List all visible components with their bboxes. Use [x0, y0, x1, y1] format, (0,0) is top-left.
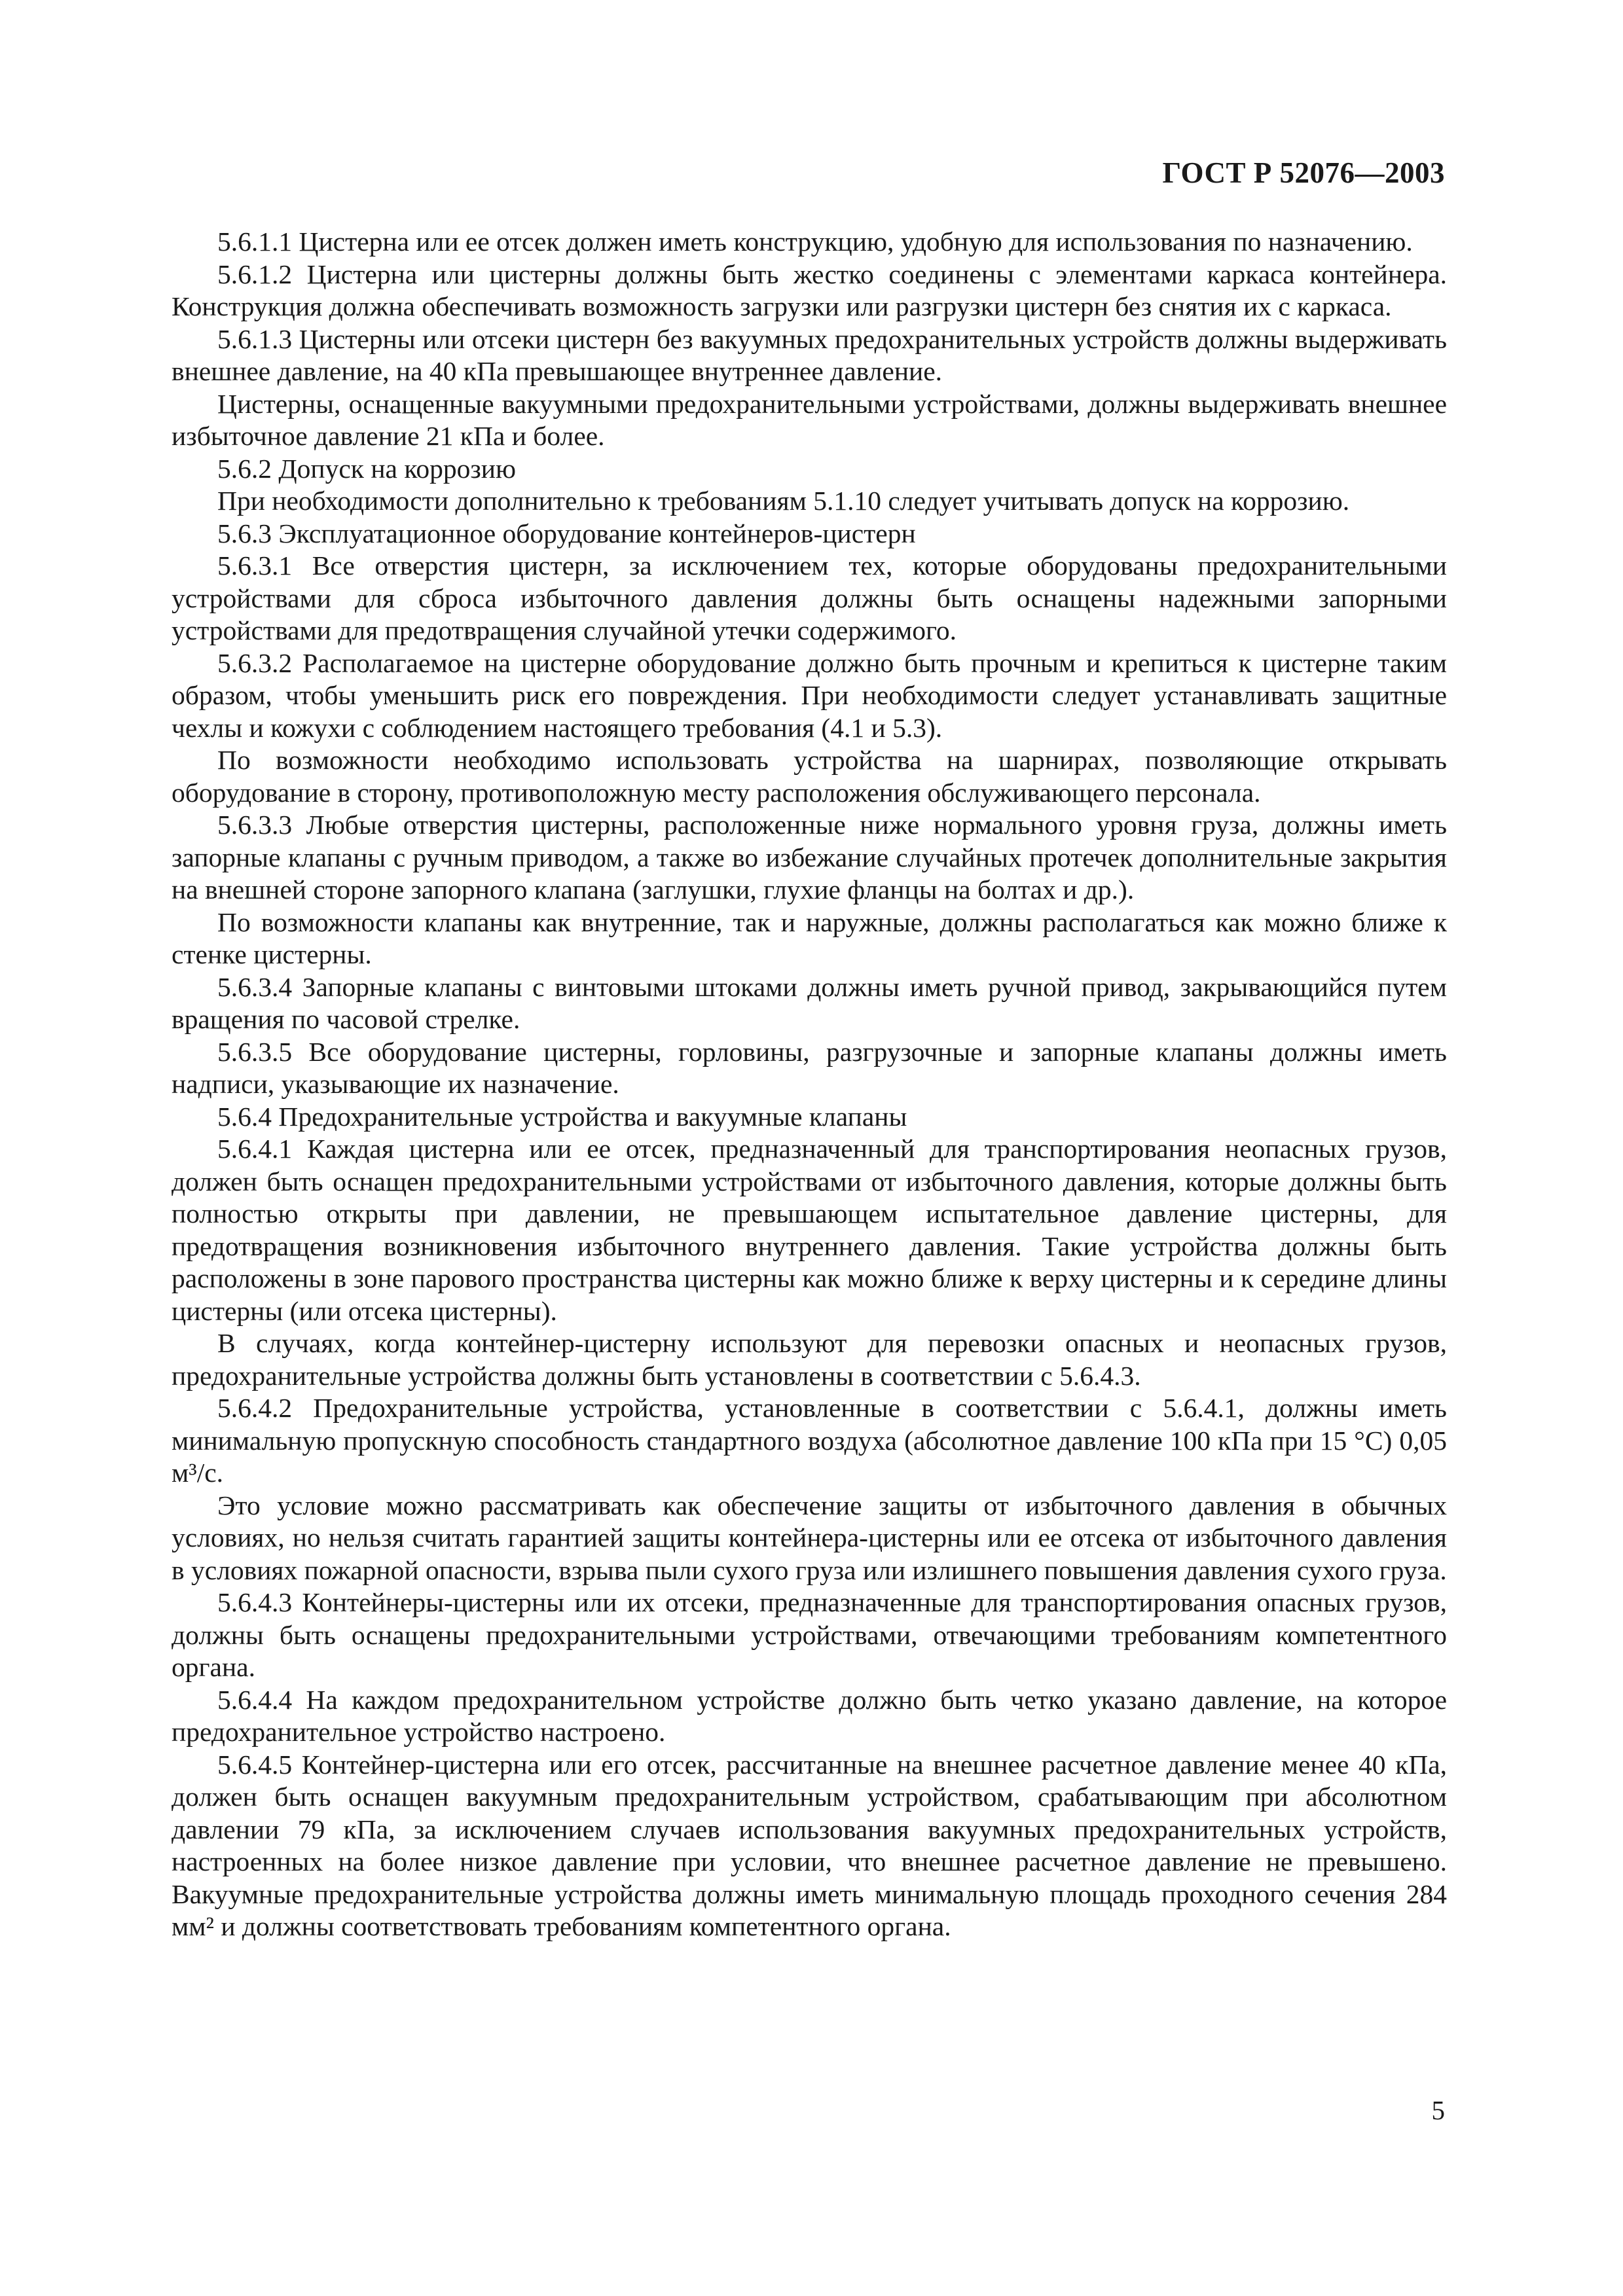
paragraph: По возможности необходимо использовать устройства на шарнирах, позволяющие открывать оборудование в сторону, противоположную месту расположения обслуживающего персонала. [172, 745, 1447, 808]
section-heading: 5.6.2 Допуск на коррозию [217, 453, 517, 484]
page-number: 5 [1431, 2095, 1445, 2125]
section-heading: 5.6.4 Предохранительные устройства и вакуумные клапаны [217, 1101, 907, 1132]
paragraph: Цистерны, оснащенные вакуумными предохранительными устройствами, должны выдерживать внешнее избыточное давление 21 кПа и более. [172, 388, 1447, 451]
paragraph: 5.6.3.2 Располагаемое на цистерне оборудование должно быть прочным и крепиться к цистерне таким образом, чтобы уменьшить риск его повреждения. При необходимости следует устанавливать защитные чехлы и кожухи с соблюдением настоящего требования (4.1 и 5.3). [172, 647, 1447, 743]
paragraph: 5.6.4.4 На каждом предохранительном устройстве должно быть четко указано давление, на которое предохранительное устройство настроено. [172, 1684, 1447, 1747]
paragraph: 5.6.3.5 Все оборудование цистерны, горловины, разгрузочные и запорные клапаны должны иметь надписи, указывающие их назначение. [172, 1036, 1447, 1099]
document-code-header: ГОСТ Р 52076—2003 [1162, 156, 1445, 189]
paragraph: 5.6.3.4 Запорные клапаны с винтовыми штоками должны иметь ручной привод, закрывающийся путем вращения по часовой стрелке. [172, 971, 1447, 1034]
paragraph: 5.6.4.3 Контейнеры-цистерны или их отсеки, предназначенные для транспортирования опасных грузов, должны быть оснащены предохранительными устройствами, отвечающими требованиям компетентного органа. [172, 1587, 1447, 1682]
paragraph: При необходимости дополнительно к требованиям 5.1.10 следует учитывать допуск на коррозию. [217, 486, 1350, 516]
paragraph: 5.6.1.1 Цистерна или ее отсек должен иметь конструкцию, удобную для использования по назначению. [217, 226, 1413, 257]
paragraph: 5.6.1.2 Цистерна или цистерны должны быть жестко соединены с элементами каркаса контейнера. Конструкция должна обеспечивать возможность загрузки или разгрузки цистерн без снятия их с каркаса. [172, 259, 1447, 321]
section-heading: 5.6.3 Эксплуатационное оборудование контейнеров-цистерн [217, 518, 916, 548]
paragraph: 5.6.1.3 Цистерны или отсеки цистерн без вакуумных предохранительных устройств должны выдерживать внешнее давление, на 40 кПа превышающее внутреннее давление. [172, 323, 1447, 386]
paragraph: В случаях, когда контейнер-цистерну используют для перевозки опасных и неопасных грузов, предохранительные устройства должны быть установлены в соответствии с 5.6.4.3. [172, 1328, 1447, 1391]
paragraph: По возможности клапаны как внутренние, так и наружные, должны располагаться как можно ближе к стенке цистерны. [172, 906, 1447, 969]
document-body [172, 226, 1447, 1943]
paragraph: Это условие можно рассматривать как обеспечение защиты от избыточного давления в обычных условиях, но нельзя считать гарантией защиты контейнера-цистерны или ее отсека от избыточного давления в условиях пожарной опасности, взрыва пыли сухого груза или излишнего повышения давления сухого груза. [172, 1490, 1447, 1585]
paragraph: 5.6.4.5 Контейнер-цистерна или его отсек, рассчитанные на внешнее расчетное давление менее 40 кПа, должен быть оснащен вакуумным предохранительным устройством, срабатывающим при абсолютном давлении 79 кПа, за исключением случаев использования вакуумных предохранительных устройств, настроенных на более низкое давление при условии, что внешнее расчетное давление не превышено. Вакуумные предохранительные устройства должны иметь минимальную площадь проходного сечения 284 мм² и должны соответствовать требованиям компетентного органа. [172, 1749, 1447, 1941]
paragraph: 5.6.4.1 Каждая цистерна или ее отсек, предназначенный для транспортирования неопасных грузов, должен быть оснащен предохранительными устройствами от избыточного давления, которые должны быть полностью открыты при давлении, не превышающем испытательное давление цистерны, для предотвращения возникновения избыточного внутреннего давления. Такие устройства должны быть расположены в зоне парового пространства цистерны как можно ближе к верху цистерны и к середине длины цистерны (или отсека цистерны). [172, 1134, 1447, 1326]
paragraph: 5.6.3.1 Все отверстия цистерн, за исключением тех, которые оборудованы предохранительными устройствами для сброса избыточного давления должны быть оснащены надежными запорными устройствами для предотвращения случайной утечки содержимого. [172, 550, 1447, 645]
paragraph: 5.6.3.3 Любые отверстия цистерны, расположенные ниже нормального уровня груза, должны иметь запорные клапаны с ручным приводом, а также во избежание случайных протечек дополнительные закрытия на внешней стороне запорного клапана (заглушки, глухие фланцы на болтах и др.). [172, 810, 1447, 905]
paragraph: 5.6.4.2 Предохранительные устройства, установленные в соответствии с 5.6.4.1, должны иметь минимальную пропускную способность стандартного воздуха (абсолютное давление 100 кПа при 15 °С) 0,05 м³/с. [172, 1393, 1447, 1488]
